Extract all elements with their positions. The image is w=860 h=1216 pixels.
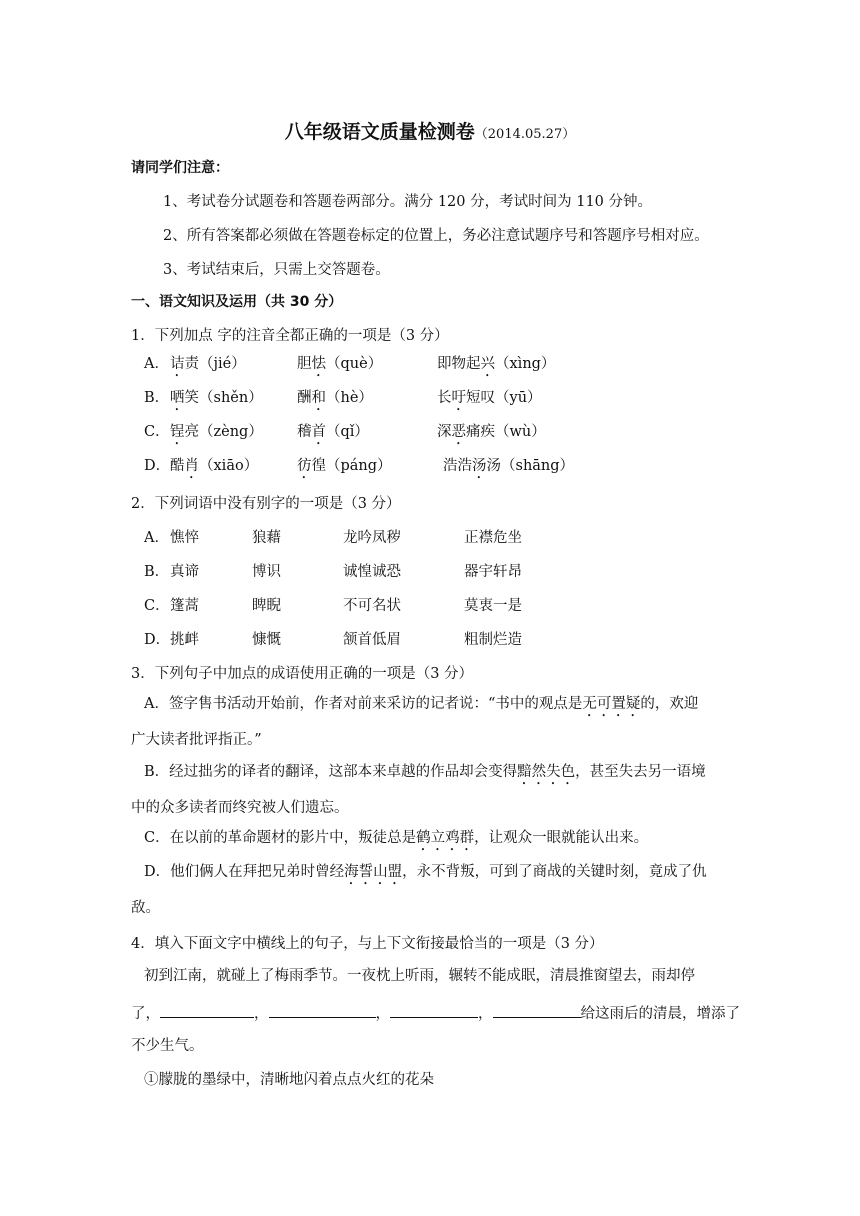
option-label: D． — [144, 458, 171, 474]
option-word: 诚惶诚恐 — [343, 564, 401, 580]
exam-date: （2014.05.27） — [474, 127, 576, 142]
option-word: 挑衅 — [170, 632, 199, 648]
option-word: 浩浩汤汤（shāng） — [443, 458, 575, 474]
fill-blank[interactable] — [493, 1002, 581, 1018]
q3-option-c: C．在以前的革命题材的影片中，叛徒总是鹤立鸡群，让观众一眼就能认出来。 — [144, 830, 649, 846]
option-word: 即物起兴（xìng） — [437, 356, 556, 372]
fill-blank[interactable] — [269, 1002, 376, 1018]
notice-item-2: 2、所有答案都必须做在答题卷标定的位置上，务必注意试题序号和答题序号相对应。 — [163, 228, 709, 244]
option-word: 憔悴 — [170, 530, 199, 546]
title-text: 八年级语文质量检测卷 — [284, 121, 475, 143]
option-word: 颔首低眉 — [343, 632, 401, 648]
q2-stem: 2．下列词语中没有别字的一项是（3 分） — [131, 496, 401, 512]
q1-stem: 1．下列加点 字的注音全都正确的一项是（3 分） — [131, 328, 449, 344]
option-word: 锃亮（zèng） — [170, 424, 263, 440]
option-label: A． — [144, 530, 169, 546]
option-word: 不可名状 — [343, 598, 401, 614]
option-word: 狼藉 — [252, 530, 281, 546]
notice-heading: 请同学们注意： — [131, 160, 229, 176]
q4-passage-line3: 不少生气。 — [131, 1038, 204, 1054]
option-word: 酷肖（xiāo） — [170, 458, 259, 474]
notice-item-1: 1、考试卷分试题卷和答题卷两部分。满分 120 分，考试时间为 110 分钟。 — [163, 194, 653, 210]
option-label: C． — [144, 424, 170, 440]
option-word: 篷蒿 — [170, 598, 199, 614]
option-word: 长吁短叹（yū） — [437, 390, 542, 406]
fill-blank[interactable] — [390, 1002, 478, 1018]
q3-stem: 3．下列句子中加点的成语使用正确的一项是（3 分） — [131, 666, 474, 682]
fill-blank[interactable] — [160, 1002, 254, 1018]
option-label: A． — [144, 356, 169, 372]
option-word: 博识 — [252, 564, 281, 580]
option-word: 睥睨 — [252, 598, 281, 614]
section-heading: 一、语文知识及运用（共 30 分） — [131, 294, 343, 310]
option-word: 深恶痛疾（wù） — [437, 424, 546, 440]
exam-title — [0, 117, 860, 144]
q4-stem: 4．填入下面文字中横线上的句子，与上下文衔接最恰当的一项是（3 分） — [131, 936, 604, 952]
option-word: 胆怯（què） — [297, 356, 383, 372]
option-word: 莫衷一是 — [464, 598, 522, 614]
option-word: 粗制烂造 — [464, 632, 522, 648]
option-label: B． — [144, 390, 170, 406]
q3-option-b-cont: 中的众多读者而终究被人们遗忘。 — [131, 800, 349, 816]
option-word: 真谛 — [170, 564, 199, 580]
q4-passage-line2: 了， ， ， ， 给这雨后的清晨，增添了 — [131, 1002, 740, 1024]
q4-option-1: ①朦胧的墨绿中，清晰地闪着点点火红的花朵 — [144, 1072, 434, 1088]
q3-option-b: B．经过拙劣的译者的翻译，这部本来卓越的作品却会变得黯然失色，甚至失去另一语境 — [144, 764, 706, 780]
option-word: 诘责（jié） — [170, 356, 246, 372]
q3-option-a-cont: 广大读者批评指正。” — [131, 732, 262, 748]
q4-passage-line1: 初到江南，就碰上了梅雨季节。一夜枕上听雨，辗转不能成眠，清晨推窗望去，雨却停 — [144, 968, 695, 984]
option-label: D． — [144, 632, 171, 648]
option-word: 稽首（qǐ） — [297, 424, 369, 440]
option-label: B． — [144, 564, 170, 580]
notice-item-3: 3、考试结束后，只需上交答题卷。 — [163, 262, 390, 278]
q3-option-d-cont: 敌。 — [131, 900, 160, 916]
option-word: 龙吟凤秽 — [343, 530, 401, 546]
option-word: 正襟危坐 — [464, 530, 522, 546]
option-word: 慷慨 — [252, 632, 281, 648]
option-word: 哂笑（shěn） — [170, 390, 263, 406]
q3-option-a: A．签字售书活动开始前，作者对前来采访的记者说：“书中的观点是无可置疑的，欢迎 — [144, 696, 699, 712]
option-word: 器宇轩昂 — [464, 564, 522, 580]
q3-option-d: D．他们俩人在拜把兄弟时曾经海誓山盟，永不背叛，可到了商战的关键时刻，竟成了仇 — [144, 864, 707, 880]
option-word: 彷徨（páng） — [297, 458, 392, 474]
option-word: 酬和（hè） — [297, 390, 373, 406]
option-label: C． — [144, 598, 170, 614]
